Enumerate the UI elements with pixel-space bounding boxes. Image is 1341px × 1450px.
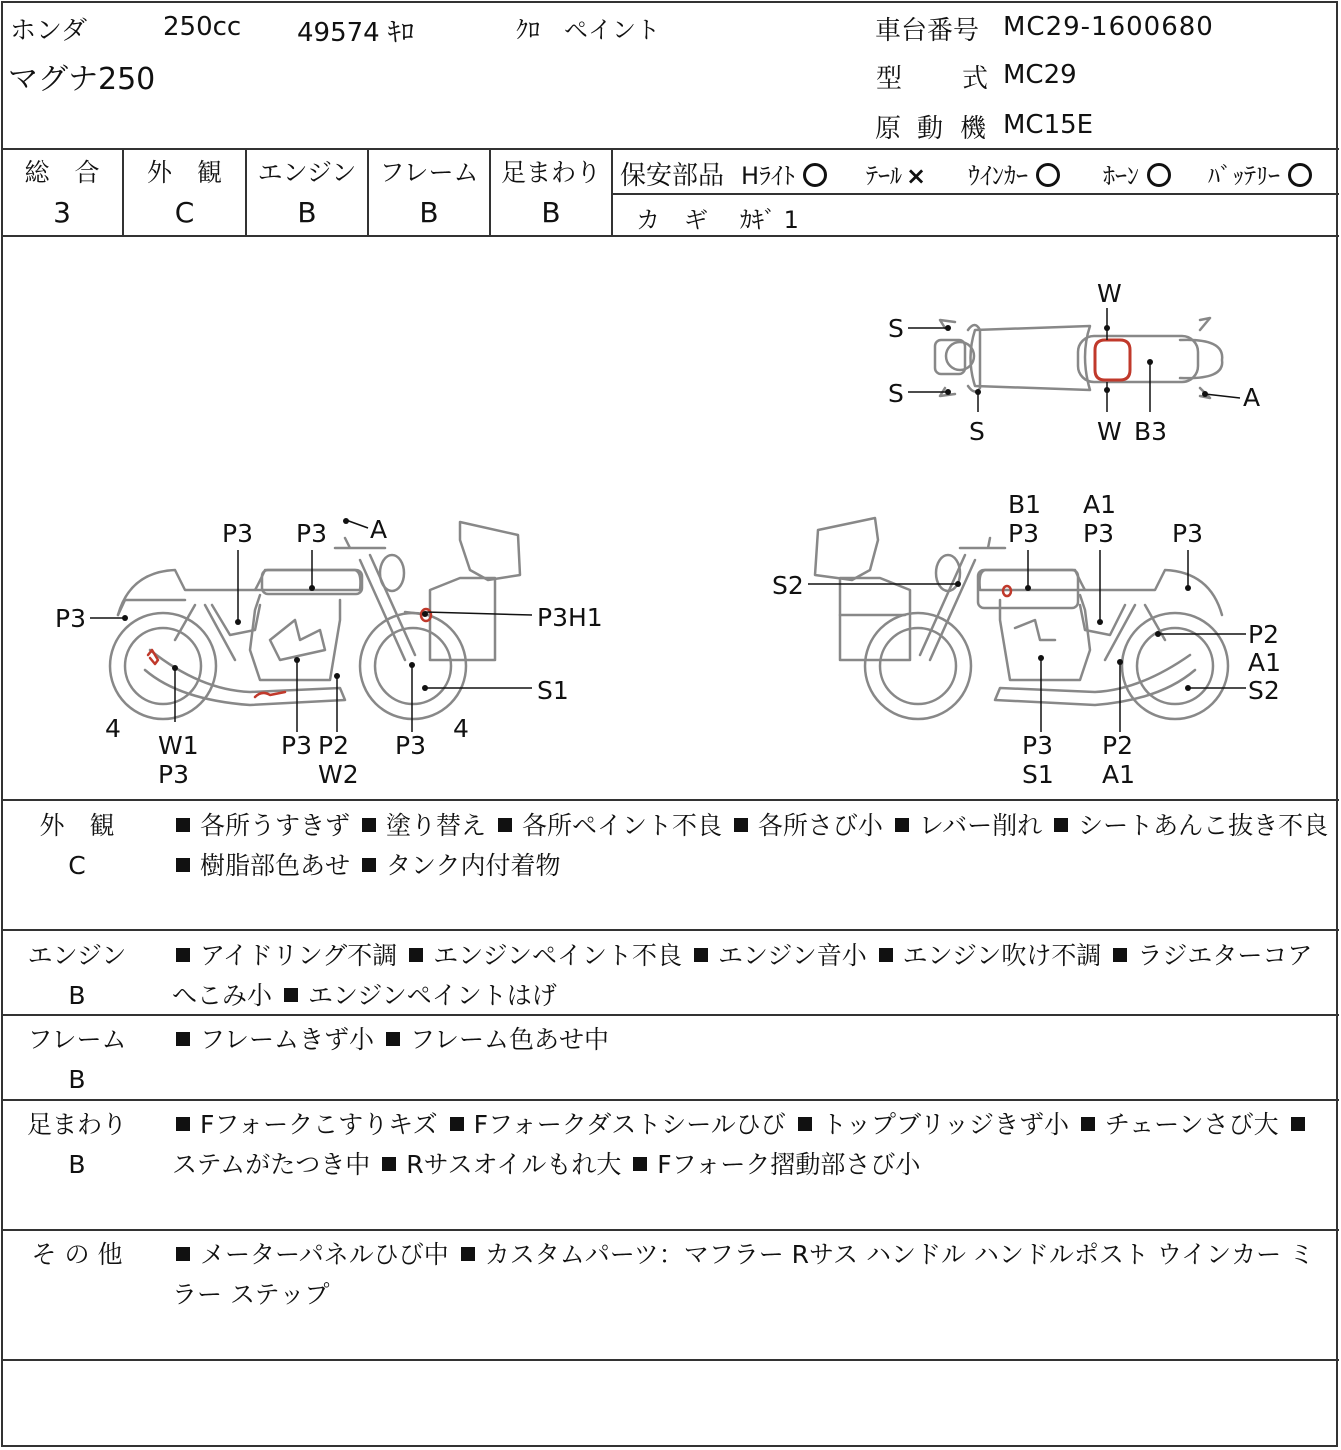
safety-battery (1208, 156, 1312, 191)
score-exterior-label: 外 観 (146, 158, 222, 187)
diagram-label: P2 (318, 731, 349, 760)
diagram-label: W1 (158, 731, 199, 760)
engine-label-2: 動 (917, 114, 944, 144)
frame-number: MC29-1600680 (1003, 12, 1214, 42)
bullet-square-icon (176, 1032, 190, 1046)
section-suspension-label (2, 1105, 152, 1185)
bullet-square-icon (409, 948, 423, 962)
score-engine-label: エンジン (257, 158, 357, 187)
note-item: 塗り替え (385, 811, 486, 840)
damage-mark (148, 650, 158, 664)
bullet-square-icon (879, 948, 893, 962)
diagram-label: P3 (1022, 731, 1053, 760)
note-item: ラジエターコアへこみ小 (172, 941, 1313, 1010)
damage-mark (1095, 340, 1130, 380)
note-item: Fフォークダストシールひび (473, 1110, 786, 1139)
frame-label: 車台番号 (875, 16, 980, 46)
section-name: エンジン (27, 941, 127, 970)
divider (1, 1229, 1339, 1231)
note-item: タンク内付着物 (385, 851, 561, 880)
bullet-square-icon (176, 858, 190, 872)
safety-tail (866, 156, 926, 191)
divider (1, 1359, 1339, 1361)
bullet-square-icon (1291, 1117, 1305, 1131)
section-name: 足まわり (26, 1110, 127, 1139)
diagram-label: A (370, 515, 388, 544)
divider (1, 148, 1339, 150)
note-item: 各所さび小 (757, 811, 883, 840)
diagram-label: P3 (1008, 519, 1039, 548)
left-side-bike (110, 522, 520, 719)
section-frame-label (2, 1020, 152, 1100)
section-grade: B (68, 981, 86, 1010)
diagram-label: P3 (158, 760, 189, 789)
bullet-square-icon (1081, 1117, 1095, 1131)
divider (1, 929, 1339, 931)
bullet-square-icon (362, 858, 376, 872)
note-item: レバー削れ (918, 811, 1043, 840)
damage-mark (255, 692, 285, 697)
note-item: フレームきず小 (200, 1025, 375, 1054)
diagram-label: P3 (281, 731, 312, 760)
diagram-label: A1 (1248, 648, 1282, 677)
section-grade: C (68, 851, 86, 880)
note-item: エンジン音小 (717, 941, 867, 970)
diagram-label: S1 (1022, 760, 1054, 789)
score-suspension-label: 足まわり (500, 158, 601, 187)
diagram-label: S (969, 417, 985, 446)
divider (1, 799, 1339, 801)
section-grade: B (68, 1065, 86, 1094)
section-other-label (2, 1235, 152, 1275)
bullet-square-icon (176, 948, 190, 962)
diagram-label: W2 (318, 760, 359, 789)
engine-value: MC15E (1003, 110, 1094, 140)
score-suspension-value: B (541, 196, 561, 229)
note-item: Rサスオイルもれ大 (406, 1150, 622, 1179)
section-grade: B (68, 1150, 86, 1179)
bullet-square-icon (176, 1117, 190, 1131)
bullet-square-icon (450, 1117, 464, 1131)
color: ｸﾛ ペイント (516, 16, 660, 44)
bullet-square-icon (362, 818, 376, 832)
type-value: MC29 (1003, 60, 1077, 90)
note-item: エンジンペイント不良 (433, 941, 682, 970)
note-item: カスタムパーツ：マフラー Rサス ハンドル ハンドルポスト ウインカー ミラー ステップ (172, 1240, 1315, 1309)
diagram-label: W (1097, 279, 1122, 308)
bullet-square-icon (176, 1247, 190, 1261)
diagram-label: S1 (537, 676, 569, 705)
bullet-square-icon (895, 818, 909, 832)
section-other-notes (172, 1235, 1332, 1315)
diagram-label: 4 (453, 714, 469, 743)
diagram-label: S (888, 314, 904, 343)
section-frame-notes (172, 1020, 1332, 1060)
note-item: エンジン吹け不調 (902, 941, 1102, 970)
diagram-label: S (888, 379, 904, 408)
key-label: カ ギ (636, 206, 708, 234)
note-item: メーターパネルひび中 (200, 1240, 449, 1269)
ok-circle-icon (1036, 163, 1060, 187)
note-item: シートあんこ抜き不良 (1078, 811, 1329, 840)
bullet-square-icon (386, 1032, 400, 1046)
bullet-square-icon (633, 1157, 647, 1171)
mileage: 49574 ｷﾛ (297, 18, 414, 48)
tail-label: ﾃｰﾙ (866, 162, 902, 190)
note-item: Fフォーク摺動部さび小 (657, 1150, 921, 1179)
engine-label-3: 機 (960, 114, 987, 144)
ok-circle-icon (1147, 163, 1171, 187)
ok-circle-icon (1288, 163, 1312, 187)
bullet-square-icon (461, 1247, 475, 1261)
diagram-label: P3 (395, 731, 426, 760)
section-exterior-notes (172, 806, 1332, 886)
note-item: 各所うすきず (200, 811, 351, 840)
battery-label: ﾊﾞｯﾃﾘｰ (1208, 162, 1280, 190)
note-item: 各所ペイント不良 (521, 811, 722, 840)
diagram-label: P3H1 (537, 603, 603, 632)
section-name: フレーム (27, 1025, 127, 1054)
top-view-bike (935, 318, 1222, 398)
note-item: Fフォークこすりキズ (200, 1110, 438, 1139)
bullet-square-icon (498, 818, 512, 832)
score-frame-value: B (419, 196, 439, 229)
safety-winker (968, 156, 1060, 191)
winker-label: ｳｲﾝｶｰ (968, 162, 1028, 190)
score-total-value: 3 (53, 196, 71, 229)
diagram-label: B1 (1008, 490, 1042, 519)
diagram-label: W (1097, 417, 1122, 446)
note-item: フレーム色あせ中 (409, 1025, 609, 1054)
section-name: そ の 他 (31, 1240, 123, 1269)
diagram-label: P2 (1102, 731, 1133, 760)
score-engine-value: B (297, 196, 317, 229)
diagram-label: A1 (1083, 490, 1117, 519)
section-name: 外 観 (39, 811, 115, 840)
bullet-square-icon (1054, 818, 1068, 832)
section-engine-label (2, 936, 152, 1016)
safety-headlight (741, 156, 827, 191)
bullet-square-icon (1113, 948, 1127, 962)
diagram-label: A (1243, 383, 1261, 412)
diagram-label: P3 (55, 604, 86, 633)
score-frame-label: フレーム (379, 158, 479, 187)
diagram-label: P3 (222, 519, 253, 548)
diagram-label: P3 (1172, 519, 1203, 548)
type-label-1: 型 (876, 64, 903, 94)
bullet-square-icon (176, 818, 190, 832)
bullet-square-icon (694, 948, 708, 962)
cross-icon: × (906, 162, 927, 190)
bullet-square-icon (382, 1157, 396, 1171)
bullet-square-icon (798, 1117, 812, 1131)
section-engine-notes (172, 936, 1332, 1016)
engine-label-1: 原 (875, 114, 902, 144)
section-exterior-label (2, 806, 152, 886)
maker: ホンダ (10, 16, 87, 46)
ok-circle-icon (803, 163, 827, 187)
headlight-label: Hﾗｲﾄ (741, 162, 796, 190)
section-suspension-notes (172, 1105, 1332, 1185)
safety-horn (1103, 156, 1171, 191)
divider (611, 193, 1339, 195)
bullet-square-icon (284, 988, 298, 1002)
diagram-label: P3 (1083, 519, 1114, 548)
note-item: チェーンさび大 (1104, 1110, 1279, 1139)
bullet-square-icon (734, 818, 748, 832)
diagram-label: P2 (1248, 620, 1279, 649)
displacement: 250cc (163, 12, 242, 42)
diagram-label: 4 (105, 714, 121, 743)
model-name: マグナ250 (8, 62, 156, 97)
diagram-label: S2 (1248, 676, 1280, 705)
horn-label: ﾎｰﾝ (1103, 162, 1139, 190)
diagram-label: A1 (1102, 760, 1136, 789)
note-item: 樹脂部色あせ (200, 851, 351, 880)
note-item: ステムがたつき中 (172, 1150, 371, 1179)
safety-title: 保安部品 (620, 161, 725, 191)
type-label-2: 式 (962, 64, 989, 94)
diagram-label: S2 (772, 571, 804, 600)
right-side-bike (815, 518, 1228, 719)
note-item: アイドリング不調 (200, 941, 398, 970)
note-item: トップブリッジきず小 (821, 1110, 1069, 1139)
key-value: ｶｷﾞ 1 (740, 206, 799, 234)
diagram-label: P3 (296, 519, 327, 548)
note-item: エンジンペイントはげ (307, 981, 557, 1010)
score-total-label: 総 合 (24, 158, 100, 187)
divider (1, 1099, 1339, 1101)
score-exterior-value: C (174, 196, 195, 229)
diagram-label: B3 (1134, 417, 1168, 446)
damage-diagram (0, 237, 1341, 800)
